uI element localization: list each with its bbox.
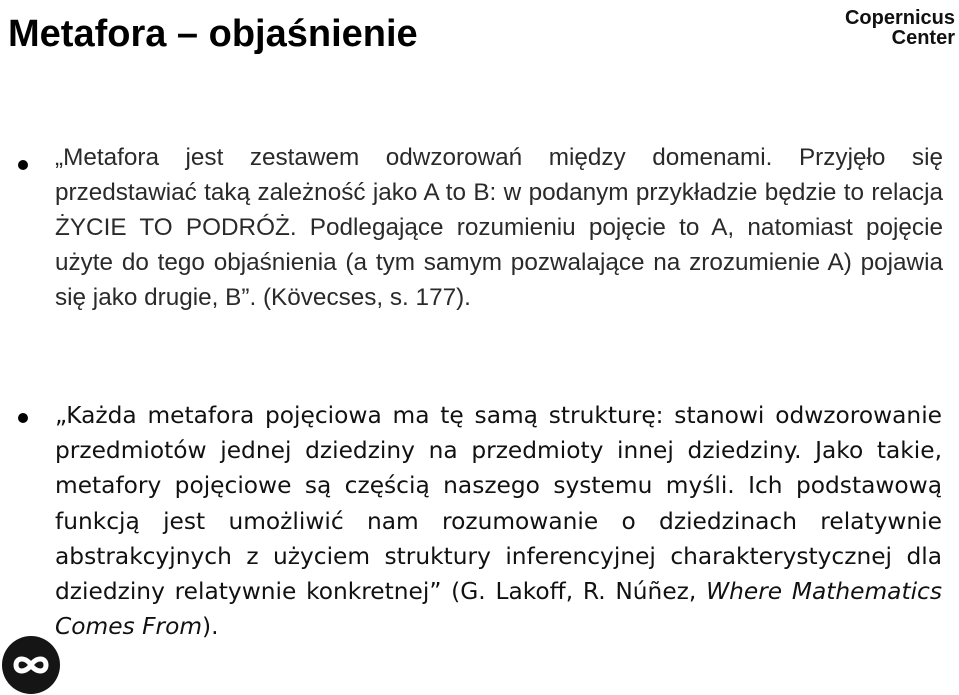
list-item-text: „Metafora jest zestawem odwzorowań między domenami. Przyjęło się przedstawiać taką zależność jako A to B: w podanym przykładzie będzie to relacja ŻYCIE TO PODRÓŻ. Podlegające rozumieniu pojęcie to A, natomiast pojęcie użyte do tego objaśnienia (a tym samym pozwalające na zrozumienie A) pojawia się jako drugie, B”. (Kövecses, s. 177). [55,144,943,311]
logo-line-2: Center [891,27,955,49]
quote-text: „Każda metafora pojęciowa ma tę samą strukturę: stanowi odwzorowanie przedmiotów jednej dziedziny na przedmioty innej dziedziny. Jako takie, metafory pojęciowe są częścią naszego systemu myśli. Ich podstawową funkcją jest umożliwić nam rozumowanie o dziedzinach relatywnie abstrakcyjnych z użyciem struktury inferencyjnej charakterystycznej dla dziedziny relatywnie konkretnej” (G. Lakoff, R. Núñez, [55,402,942,606]
infinity-icon [2,636,60,694]
list-item-text [55,398,942,644]
copernicus-center-logo [845,8,955,48]
citation-end: ). [202,613,219,641]
book-title: Where Mathematics Comes From [55,578,942,641]
bullet-icon [18,160,28,170]
bullet-icon [18,413,28,423]
logo-line-1: Copernicus [844,7,955,29]
page-title: Metafora – objaśnienie [8,13,418,55]
